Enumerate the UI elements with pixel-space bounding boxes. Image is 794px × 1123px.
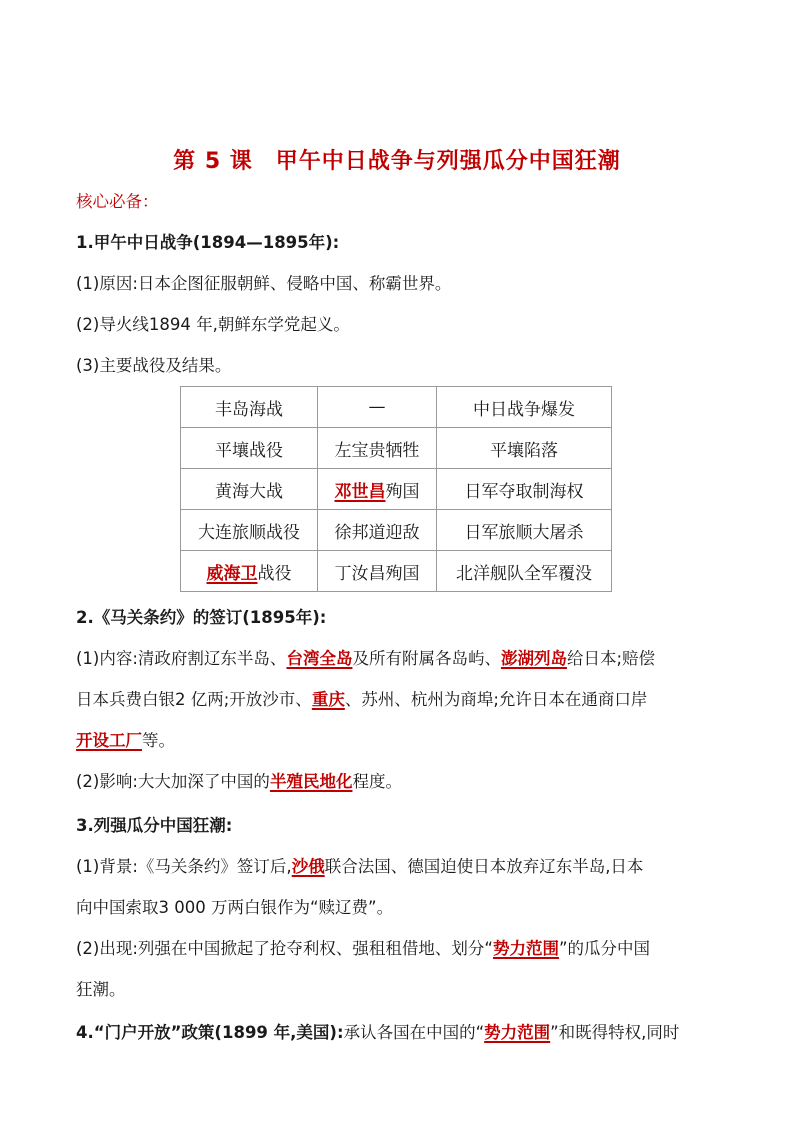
result-cell: 日军夺取制海权 [437,469,612,510]
section-2-heading: 2.《马关条约》的签订(1895年): [76,608,327,627]
section-4-heading: 4.“门户开放”政策(1899 年,美国): [76,1023,344,1042]
hero-cell: — [318,387,437,428]
result-cell: 日军旅顺大屠杀 [437,510,612,551]
section-1-trigger: (2)导火线1894 年,朝鲜东学党起义。 [76,315,350,334]
lesson-title: 第 5 课 甲午中日战争与列强瓜分中国狂潮 [173,149,621,174]
hero-cell: 徐邦道迎敌 [318,510,437,551]
section-2-content-line-2: 日本兵费白银2 亿两;开放沙市、重庆、苏州、杭州为商埠;允许日本在通商口岸 [76,690,648,709]
hero-cell: 邓世昌殉国 [318,469,437,510]
hero-cell: 左宝贵牺牲 [318,428,437,469]
battles-table [180,386,612,592]
result-cell: 中日战争爆发 [437,387,612,428]
highlight-term: 势力范围 [484,1023,551,1042]
highlight-term: 台湾全岛 [286,649,353,668]
section-3-background-line-1: (1)背景:《马关条约》签订后,沙俄联合法国、德国迫使日本放弃辽东半岛,日本 [76,857,644,876]
section-2-content-line-1: (1)内容:清政府割辽东半岛、台湾全岛及所有附属各岛屿、澎湖列岛给日本;赔偿 [76,649,655,668]
highlight-term: 澎湖列岛 [500,649,567,668]
table-row [181,510,612,551]
core-essentials-heading: 核心必备： [76,192,159,211]
section-1-heading: 1.甲午中日战争(1894—1895年): [76,233,340,252]
section-3-emergence-line-2: 狂潮。 [76,980,126,999]
highlight-term: 重庆 [311,690,345,709]
hero-cell: 丁汝昌殉国 [318,551,437,592]
table-row [181,387,612,428]
section-3-heading: 3.列强瓜分中国狂潮: [76,816,233,835]
section-1-battles-intro: (3)主要战役及结果。 [76,356,232,375]
battle-cell: 威海卫战役 [181,551,318,592]
section-3-background-line-2: 向中国索取3 000 万两白银作为“赎辽费”。 [76,898,394,917]
highlight-term: 沙俄 [291,857,325,876]
battle-cell: 大连旅顺战役 [181,510,318,551]
battle-cell: 丰岛海战 [181,387,318,428]
table-row [181,428,612,469]
section-2-impact: (2)影响:大大加深了中国的半殖民地化程度。 [76,772,402,791]
section-1-cause: (1)原因:日本企图征服朝鲜、侵略中国、称霸世界。 [76,274,452,293]
section-3-emergence-line-1: (2)出现:列强在中国掀起了抢夺利权、强租租借地、划分“势力范围”的瓜分中国 [76,939,651,958]
highlight-term: 开设工厂 [76,731,142,750]
battle-cell: 黄海大战 [181,469,318,510]
table-row [181,469,612,510]
result-cell: 平壤陷落 [437,428,612,469]
table-row [181,551,612,592]
result-cell: 北洋舰队全军覆没 [437,551,612,592]
section-2-content-line-3: 开设工厂等。 [76,731,175,750]
section-4-line: 4.“门户开放”政策(1899 年,美国):承认各国在中国的“势力范围”和既得特权,同时 [76,1023,680,1042]
battle-cell: 平壤战役 [181,428,318,469]
highlight-term: 半殖民地化 [269,772,353,791]
highlight-term: 势力范围 [492,939,559,958]
